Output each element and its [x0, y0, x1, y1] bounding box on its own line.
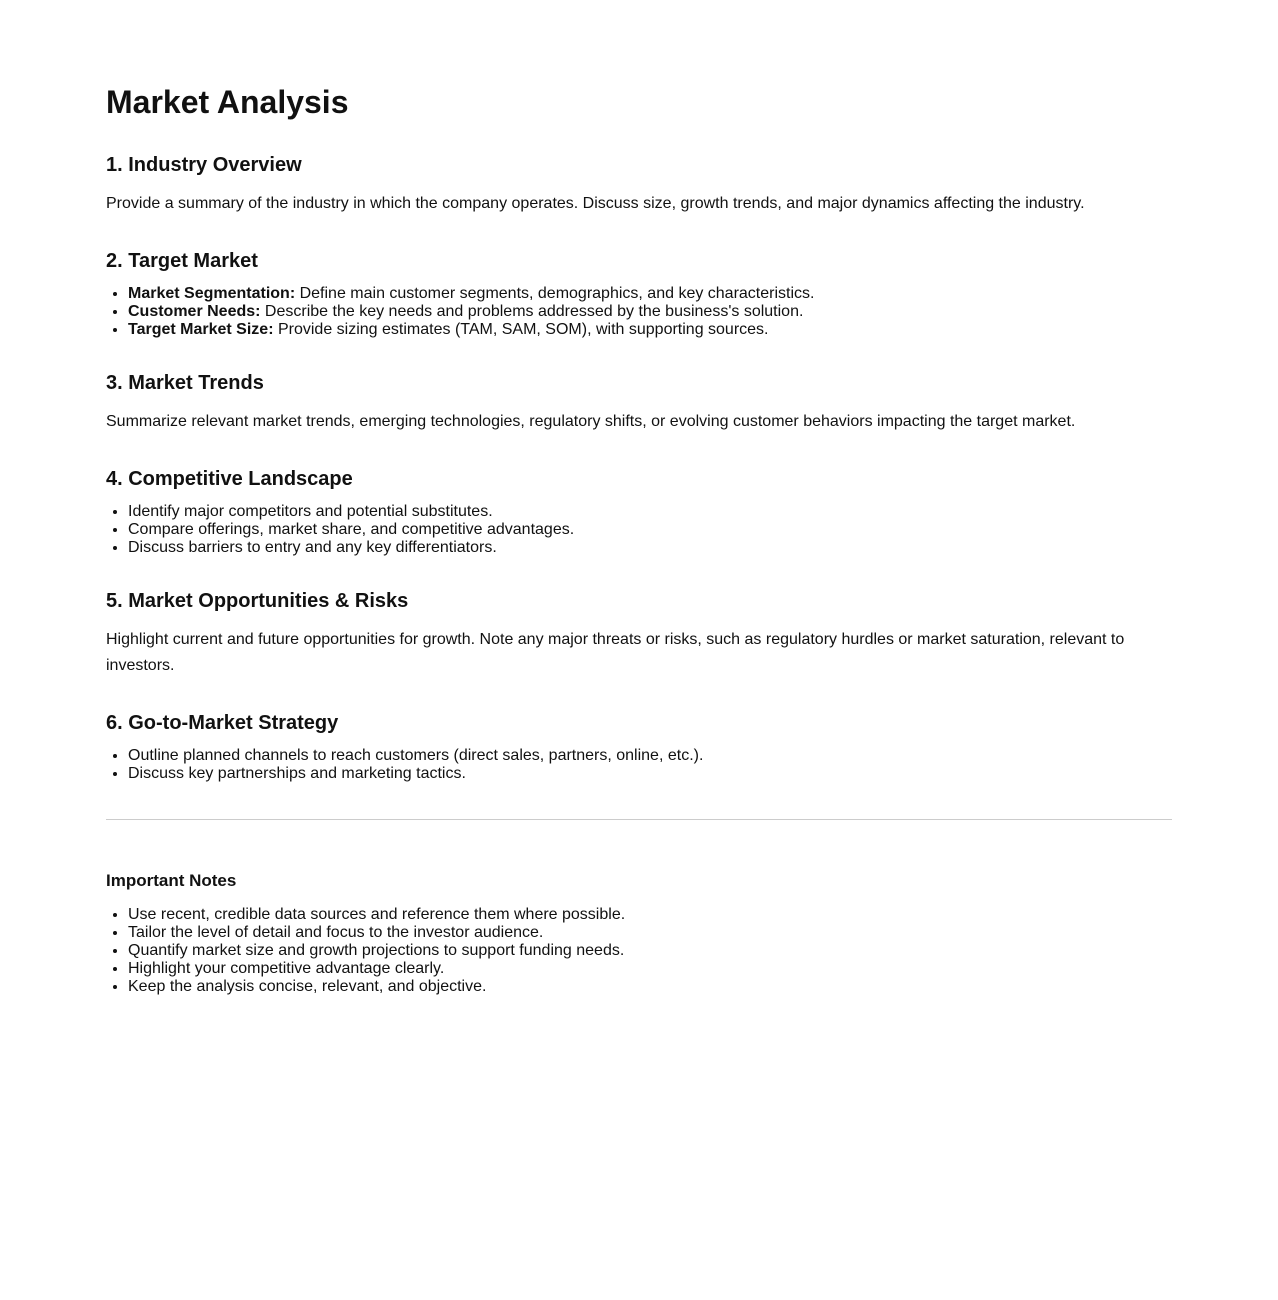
list-item: • Identify major competitors and potential substitutes.: [128, 503, 1172, 521]
section-paragraph: Summarize relevant market trends, emerging technologies, regulatory shifts, or evolving customer behaviors impacting the target market.: [106, 413, 1076, 430]
list-item: • Outline planned channels to reach customers (direct sales, partners, online, etc.).: [128, 747, 1172, 765]
bullet-list: [106, 285, 1172, 339]
list-item: • Quantify market size and growth projections to support funding needs.: [128, 942, 1172, 960]
section-paragraph: Provide a summary of the industry in which the company operates. Discuss size, growth trends, and major dynamics affecting the industry.: [106, 195, 1085, 212]
section-heading: 2. Target Market: [106, 250, 258, 272]
list-item: • Discuss key partnerships and marketing tactics.: [128, 765, 1172, 783]
item-label: Target Market Size:: [128, 321, 274, 338]
item-text: Describe the key needs and problems addressed by the business's solution.: [260, 303, 804, 320]
list-item: • Use recent, credible data sources and reference them where possible.: [128, 906, 1172, 924]
section-go-to-market: [106, 711, 1172, 783]
item-text: Provide sizing estimates (TAM, SAM, SOM), with supporting sources.: [273, 321, 769, 338]
list-item: [128, 303, 1172, 321]
section-target-market: [106, 249, 1172, 339]
section-heading: 1. Industry Overview: [106, 154, 302, 176]
notes-list: [106, 906, 1172, 996]
section-heading: 3. Market Trends: [106, 372, 264, 394]
section-competitive-landscape: [106, 467, 1172, 557]
bullet-list: [106, 503, 1172, 557]
list-item: • Compare offerings, market share, and competitive advantages.: [128, 521, 1172, 539]
item-text: Define main customer segments, demographics, and key characteristics.: [295, 285, 815, 302]
page-title: Market Analysis: [106, 84, 349, 120]
list-item: [128, 321, 1172, 339]
section-market-trends: [106, 371, 1172, 435]
item-label: Market Segmentation:: [128, 285, 296, 302]
list-item: • Discuss barriers to entry and any key differentiators.: [128, 539, 1172, 557]
section-industry-overview: [106, 153, 1172, 217]
section-heading: 6. Go-to-Market Strategy: [106, 712, 339, 734]
item-label: Customer Needs:: [128, 303, 261, 320]
list-item: [128, 285, 1172, 303]
list-item: • Keep the analysis concise, relevant, and objective.: [128, 978, 1172, 996]
section-heading: 5. Market Opportunities & Risks: [106, 590, 409, 612]
notes-heading: Important Notes: [106, 871, 237, 890]
section-paragraph: Highlight current and future opportunities for growth. Note any major threats or risks, such as regulatory hurdles or market saturation, relevant to investors.: [106, 631, 1125, 674]
section-heading: 4. Competitive Landscape: [106, 468, 353, 490]
list-item: • Tailor the level of detail and focus to the investor audience.: [128, 924, 1172, 942]
list-item: • Highlight your competitive advantage clearly.: [128, 960, 1172, 978]
section-opportunities-risks: [106, 589, 1172, 679]
important-notes: [106, 870, 1172, 996]
divider: [106, 819, 1172, 820]
bullet-list: [106, 747, 1172, 783]
